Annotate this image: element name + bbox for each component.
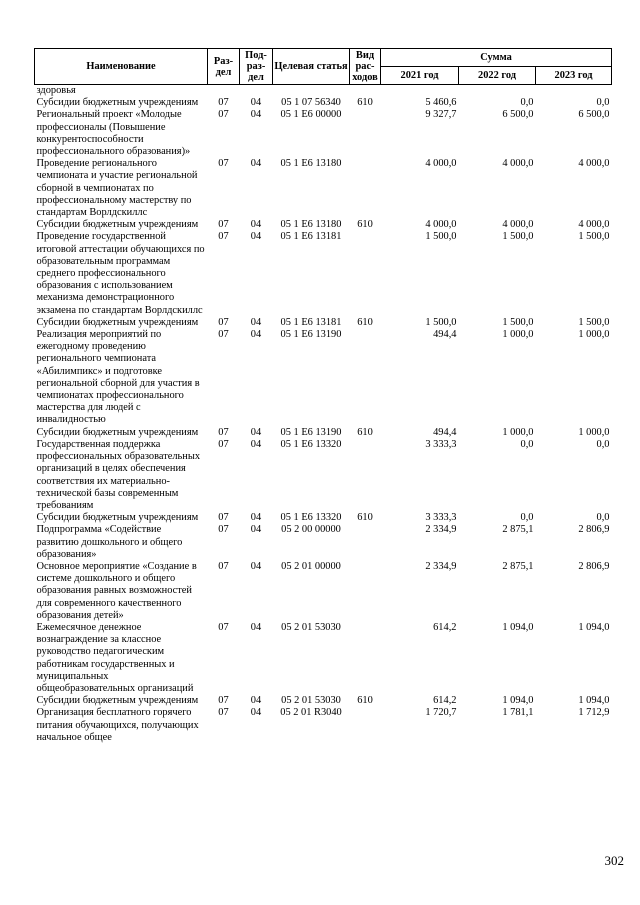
row-name: Государственная поддержка профессиональных образовательных организаций в целях обеспечения соответствия их материально-технической базы современным требованиям <box>36 438 201 511</box>
row-razdel: 07 <box>218 438 229 450</box>
table-row <box>35 219 612 231</box>
page-number: 302 <box>604 853 624 868</box>
row-name: Субсидии бюджетным учреждениям <box>36 97 199 109</box>
header-target: Целевая статья <box>273 49 350 85</box>
row-name: Региональный проект «Молодые профессионалы (Повышение конкурентоспособности профессионального образования)» <box>36 109 191 158</box>
row-podrazdel: 04 <box>250 329 262 341</box>
table-row <box>35 622 612 695</box>
row-razdel: 07 <box>218 695 229 707</box>
row-vid <box>350 707 381 744</box>
row-podrazdel: 04 <box>250 621 262 633</box>
row-sum-2021: 1 500,0 <box>425 316 457 328</box>
row-target: 05 1 07 56340 <box>281 97 341 109</box>
row-sum-2023: 4 000,0 <box>578 158 610 170</box>
row-podrazdel: 04 <box>250 109 262 121</box>
row-sum-2021: 2 334,9 <box>425 560 457 572</box>
row-name: Субсидии бюджетным учреждениям <box>36 695 199 707</box>
row-razdel: 07 <box>218 316 229 328</box>
row-sum-2021: 3 333,3 <box>425 438 457 450</box>
row-sum-2022: 4 000,0 <box>502 219 534 231</box>
table-row <box>35 695 612 707</box>
row-sum-2022: 0,0 <box>520 512 534 524</box>
row-razdel <box>208 85 240 98</box>
header-year-2023: 2023 год <box>536 67 612 85</box>
row-vid <box>350 524 381 561</box>
row-sum-2023: 0,0 <box>596 97 610 109</box>
row-name: Субсидии бюджетным учреждениям <box>36 219 199 231</box>
row-target: 05 1 E6 13320 <box>280 438 342 450</box>
row-name: Реализация мероприятий по ежегодному проведению регионального чемпионата «Абилимпикс» и подготовке региональной сборной для участия в чемпионатах профессионального мастерства для людей с инвалидностью <box>36 329 200 426</box>
row-name: здоровья <box>36 85 76 96</box>
row-vid <box>350 85 381 98</box>
row-sum-2023: 1 500,0 <box>578 231 610 243</box>
row-sum-2021: 614,2 <box>433 695 457 707</box>
row-name: Субсидии бюджетным учреждениям <box>36 316 199 328</box>
row-sum-2022: 1 094,0 <box>502 695 534 707</box>
header-name: Наименование <box>35 49 208 85</box>
table-row <box>35 707 612 744</box>
row-target: 05 2 00 00000 <box>281 524 341 536</box>
row-sum-2022: 0,0 <box>520 97 534 109</box>
row-podrazdel: 04 <box>250 219 262 231</box>
row-razdel: 07 <box>218 219 229 231</box>
header-vid: Вид рас-ходов <box>350 49 381 85</box>
row-target: 05 1 E6 13180 <box>280 219 342 231</box>
row-sum-2022: 2 875,1 <box>502 560 534 572</box>
row-name: Субсидии бюджетным учреждениям <box>36 426 199 438</box>
row-vid <box>350 231 381 316</box>
row-vid: 610 <box>357 426 373 438</box>
row-name: Проведение регионального чемпионата и участие региональной сборной в чемпионатах по профессиональному мастерству по стандартам Ворлдскиллс <box>36 158 198 219</box>
row-target: 05 1 E6 13190 <box>280 329 342 341</box>
row-sum-2023: 1 094,0 <box>578 621 610 633</box>
row-sum-2021: 494,4 <box>433 329 457 341</box>
row-podrazdel: 04 <box>250 231 262 243</box>
row-sum-2021: 9 327,7 <box>425 109 457 121</box>
header-sum: Сумма <box>381 49 612 67</box>
table-row <box>35 109 612 158</box>
row-target: 05 2 01 53030 <box>281 621 341 633</box>
table-row <box>35 158 612 219</box>
row-target: 05 2 01 R3040 <box>280 707 342 719</box>
row-vid <box>350 561 381 622</box>
row-sum-2023: 6 500,0 <box>578 109 610 121</box>
row-name: Организация бесплатного горячего питания обучающихся, получающих начальное общее <box>36 707 199 743</box>
row-target: 05 1 E6 13320 <box>280 512 342 524</box>
row-vid <box>350 109 381 158</box>
row-razdel: 07 <box>218 158 229 170</box>
row-podrazdel: 04 <box>250 158 262 170</box>
row-sum-2023: 1 712,9 <box>578 707 610 719</box>
row-sum-2022: 1 500,0 <box>502 231 534 243</box>
row-vid: 610 <box>357 695 373 707</box>
row-target: 05 2 01 53030 <box>281 695 341 707</box>
row-razdel: 07 <box>218 329 229 341</box>
row-sum-2023 <box>536 85 612 98</box>
row-sum-2022: 1 094,0 <box>502 621 534 633</box>
row-sum-2022: 1 000,0 <box>502 426 534 438</box>
row-sum-2021 <box>381 85 459 98</box>
row-vid <box>350 329 381 427</box>
row-podrazdel: 04 <box>250 707 262 719</box>
row-vid <box>350 622 381 695</box>
row-podrazdel: 04 <box>250 560 262 572</box>
row-sum-2023: 0,0 <box>596 438 610 450</box>
row-sum-2021: 2 334,9 <box>425 524 457 536</box>
row-sum-2021: 614,2 <box>433 621 457 633</box>
row-name: Основное мероприятие «Создание в системе дошкольного и общего образования равных возможностей для современного качественного образования детей» <box>36 560 197 621</box>
table-row <box>35 329 612 427</box>
row-name: Субсидии бюджетным учреждениям <box>36 512 199 524</box>
row-target: 05 1 E6 00000 <box>280 109 342 121</box>
row-sum-2021: 1 720,7 <box>425 707 457 719</box>
row-sum-2022: 1 781,1 <box>502 707 534 719</box>
row-sum-2021: 3 333,3 <box>425 512 457 524</box>
row-sum-2021: 5 460,6 <box>425 97 457 109</box>
row-razdel: 07 <box>218 97 229 109</box>
row-target: 05 1 E6 13181 <box>280 231 342 243</box>
row-sum-2021: 4 000,0 <box>425 158 457 170</box>
row-sum-2023: 1 500,0 <box>578 316 610 328</box>
row-sum-2023: 0,0 <box>596 512 610 524</box>
row-sum-2022: 1 500,0 <box>502 316 534 328</box>
row-sum-2021: 4 000,0 <box>425 219 457 231</box>
row-vid: 610 <box>357 512 373 524</box>
row-razdel: 07 <box>218 560 229 572</box>
header-razdel: Раз-дел <box>208 49 240 85</box>
row-target: 05 1 E6 13181 <box>280 316 342 328</box>
row-razdel: 07 <box>218 512 229 524</box>
row-razdel: 07 <box>218 621 229 633</box>
row-vid: 610 <box>357 316 373 328</box>
row-sum-2022: 0,0 <box>520 438 534 450</box>
row-vid <box>350 439 381 512</box>
row-sum-2022 <box>459 85 536 98</box>
row-sum-2021: 1 500,0 <box>425 231 457 243</box>
row-razdel: 07 <box>218 231 229 243</box>
row-sum-2023: 2 806,9 <box>578 524 610 536</box>
table-row <box>35 231 612 316</box>
row-sum-2023: 2 806,9 <box>578 560 610 572</box>
row-sum-2023: 4 000,0 <box>578 219 610 231</box>
row-name: Ежемесячное денежное вознаграждение за классное руководство педагогическим работникам государственных и муниципальных общеобразовательных организаций <box>36 621 194 694</box>
table-row <box>35 512 612 524</box>
table-header <box>35 49 612 85</box>
row-sum-2023: 1 000,0 <box>578 329 610 341</box>
table-row <box>35 524 612 561</box>
row-razdel: 07 <box>218 707 229 719</box>
row-vid: 610 <box>357 97 373 109</box>
row-podrazdel <box>240 85 273 98</box>
row-podrazdel: 04 <box>250 695 262 707</box>
header-year-2021: 2021 год <box>381 67 459 85</box>
row-razdel: 07 <box>218 109 229 121</box>
row-razdel: 07 <box>218 426 229 438</box>
row-podrazdel: 04 <box>250 524 262 536</box>
row-vid <box>350 158 381 219</box>
row-sum-2022: 2 875,1 <box>502 524 534 536</box>
row-podrazdel: 04 <box>250 97 262 109</box>
row-podrazdel: 04 <box>250 512 262 524</box>
row-target: 05 1 E6 13190 <box>280 426 342 438</box>
header-year-2022: 2022 год <box>459 67 536 85</box>
table-body <box>35 85 612 744</box>
row-podrazdel: 04 <box>250 438 262 450</box>
table-row <box>35 427 612 439</box>
header-podrazdel: Под-раз-дел <box>240 49 273 85</box>
row-target: 05 2 01 00000 <box>281 560 341 572</box>
table-row <box>35 85 612 98</box>
budget-table <box>34 48 612 744</box>
row-razdel: 07 <box>218 524 229 536</box>
table-row <box>35 97 612 109</box>
row-target: 05 1 E6 13180 <box>280 158 342 170</box>
row-target <box>273 85 350 98</box>
row-sum-2022: 1 000,0 <box>502 329 534 341</box>
row-podrazdel: 04 <box>250 316 262 328</box>
table-row <box>35 561 612 622</box>
table-row <box>35 317 612 329</box>
row-vid: 610 <box>357 219 373 231</box>
row-podrazdel: 04 <box>250 426 262 438</box>
row-sum-2021: 494,4 <box>433 426 457 438</box>
row-name: Подпрограмма «Содействие развитию дошкольного и общего образования» <box>36 524 183 560</box>
row-sum-2022: 6 500,0 <box>502 109 534 121</box>
row-sum-2023: 1 094,0 <box>578 695 610 707</box>
row-name: Проведение государственной итоговой аттестации обучающихся по образовательным программам среднего профессионального образования с использованием механизма демонстрационного экзамена по стандартам Ворлдскиллс <box>36 231 205 316</box>
table-row <box>35 439 612 512</box>
row-sum-2022: 4 000,0 <box>502 158 534 170</box>
row-sum-2023: 1 000,0 <box>578 426 610 438</box>
